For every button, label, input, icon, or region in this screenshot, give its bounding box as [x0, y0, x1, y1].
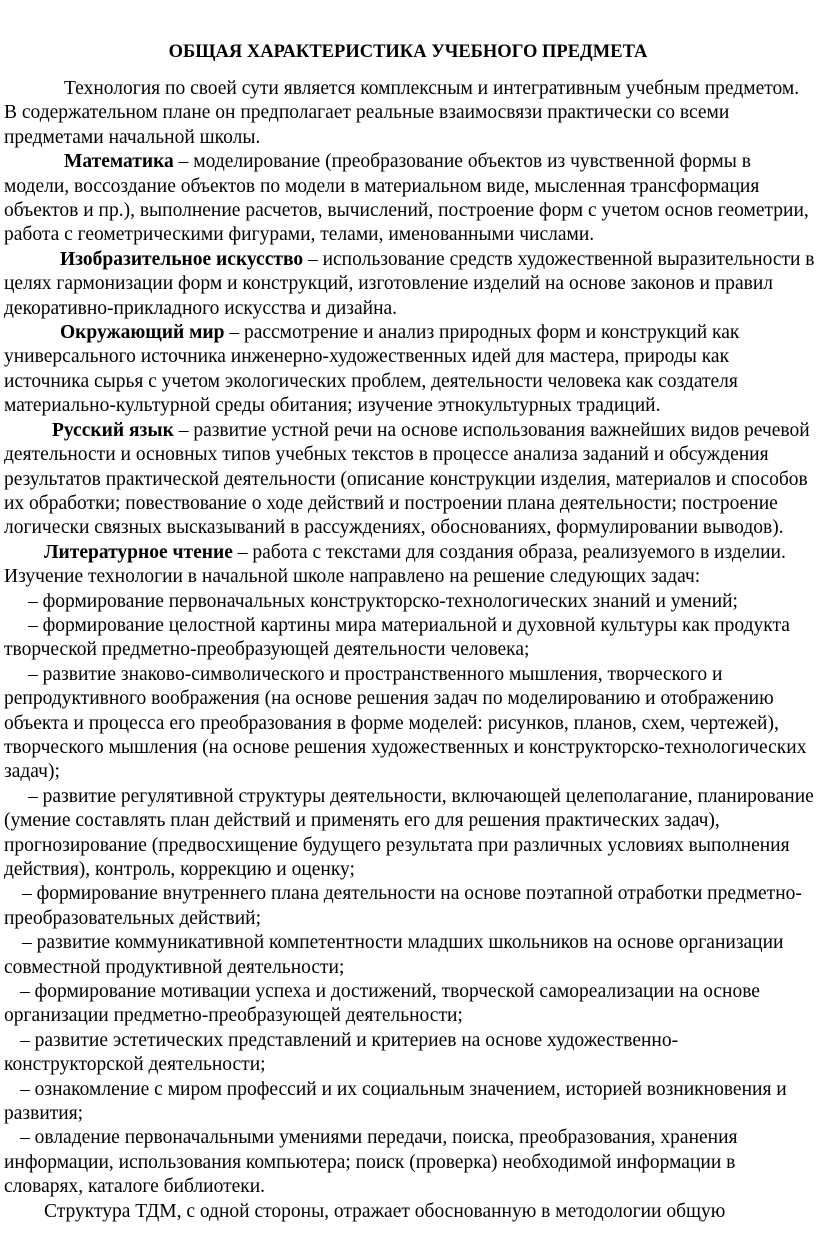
subject-paragraph-world: [4, 321, 816, 419]
task-item: – овладение первоначальными умениями передачи, поиска, преобразования, хранения информации, использования компьютера; поиск (проверка) необходимой информации в словарях, каталоге библиотеки.: [4, 1127, 738, 1198]
task-item: – развитие коммуникативной компетентности младших школьников на основе организации совместной продуктивной деятельности;: [4, 932, 784, 978]
subject-description: – работа с текстами для создания образа, реализуемого в изделии. Изучение технологии в начальной школе направлено на решение следующих задач:: [4, 541, 786, 588]
task-item: – формирование мотивации успеха и достижений, творческой самореализации на основе организации предметно-преобразующей деятельности;: [4, 981, 760, 1027]
task-item: – формирование первоначальных конструкторско-технологических знаний и умений;: [28, 590, 738, 612]
task-item: – развитие знаково-символического и пространственного мышления, творческого и репродуктивного воображения (на основе решения задач по моделированию и отображению объекта и процесса его преобразования в форме моделей: рисунков, планов, схем, чертежей), творческого мышления (на основе решения художественных и конструкторско-технологических задач);: [4, 663, 807, 783]
subject-description: – использование средств художественной выразительности в целях гармонизации форм и конструкций, изготовление изделий на основе законов и правил декоративно-прикладного искусства и дизайна.: [4, 248, 815, 319]
subject-paragraph-art: [4, 248, 816, 321]
task-item: – формирование внутреннего плана деятельности на основе поэтапной отработки предметно-преобразовательных действий;: [4, 883, 802, 929]
intro-paragraph: Технология по своей сути является комплексным и интегративным учебным предметом. В содержательном плане он предполагает реальные взаимосвязи практически со всеми предметами начальной школы.: [4, 78, 800, 148]
subject-term: Математика: [64, 151, 174, 173]
subject-description: – моделирование (преобразование объектов из чувственной формы в модели, воссоздание объектов по модели в материальном виде, мысленная трансформация объектов и пр.), выполнение расчетов, вычислений, построение форм с учетом основ геометрии, работа с геометрическими фигурами, телами, именованными числами.: [4, 151, 809, 246]
task-item: – развитие регулятивной структуры деятельности, включающей целеполагание, планирование (умение составлять план действий и применять его для решения практических задач), прогнозирование (предвосхищение будущего результата при различных условиях выполнения действия), контроль, коррекцию и оценку;: [4, 785, 814, 880]
task-item: – ознакомление с миром профессий и их социальным значением, историей возникновения и развития;: [4, 1078, 787, 1125]
closing-paragraph: Структура ТДМ, с одной стороны, отражает обоснованную в методологии общую: [44, 1200, 726, 1222]
subject-term: Русский язык: [52, 419, 174, 441]
subject-paragraph-reading: [4, 541, 816, 590]
subject-description: – развитие устной речи на основе использования важнейших видов речевой деятельности и основных типов учебных текстов в процессе анализа заданий и обсуждения результатов практической деятельности (описание конструкции изделия, материалов и способов их обработки; повествование о ходе действий и построении плана деятельности; построение логически связных высказываний в рассуждениях, обоснованиях, формулировании выводов).: [4, 419, 810, 539]
document-body: [4, 77, 816, 1224]
task-item: – формирование целостной картины мира материальной и духовной культуры как продукта творческой предметно-преобразующей деятельности человека;: [4, 614, 790, 661]
page-title: ОБЩАЯ ХАРАКТЕРИСТИКА УЧЕБНОГО ПРЕДМЕТА: [168, 42, 648, 62]
task-item: – развитие эстетических представлений и критериев на основе художественно-конструкторской деятельности;: [4, 1029, 679, 1076]
subject-term: Литературное чтение: [44, 541, 233, 563]
subject-description: – рассмотрение и анализ природных форм и конструкций как универсального источника инженерно-художественных идей для мастера, природы как источника сырья с учетом экологических проблем, деятельности человека как создателя материально-культурной среды обитания; изучение этнокультурных традиций.: [4, 322, 740, 417]
subject-term: Изобразительное искусство: [60, 248, 304, 270]
subject-term: Окружающий мир: [60, 322, 225, 344]
subject-paragraph-russian: [4, 419, 816, 541]
subject-paragraph-math: [4, 150, 816, 248]
